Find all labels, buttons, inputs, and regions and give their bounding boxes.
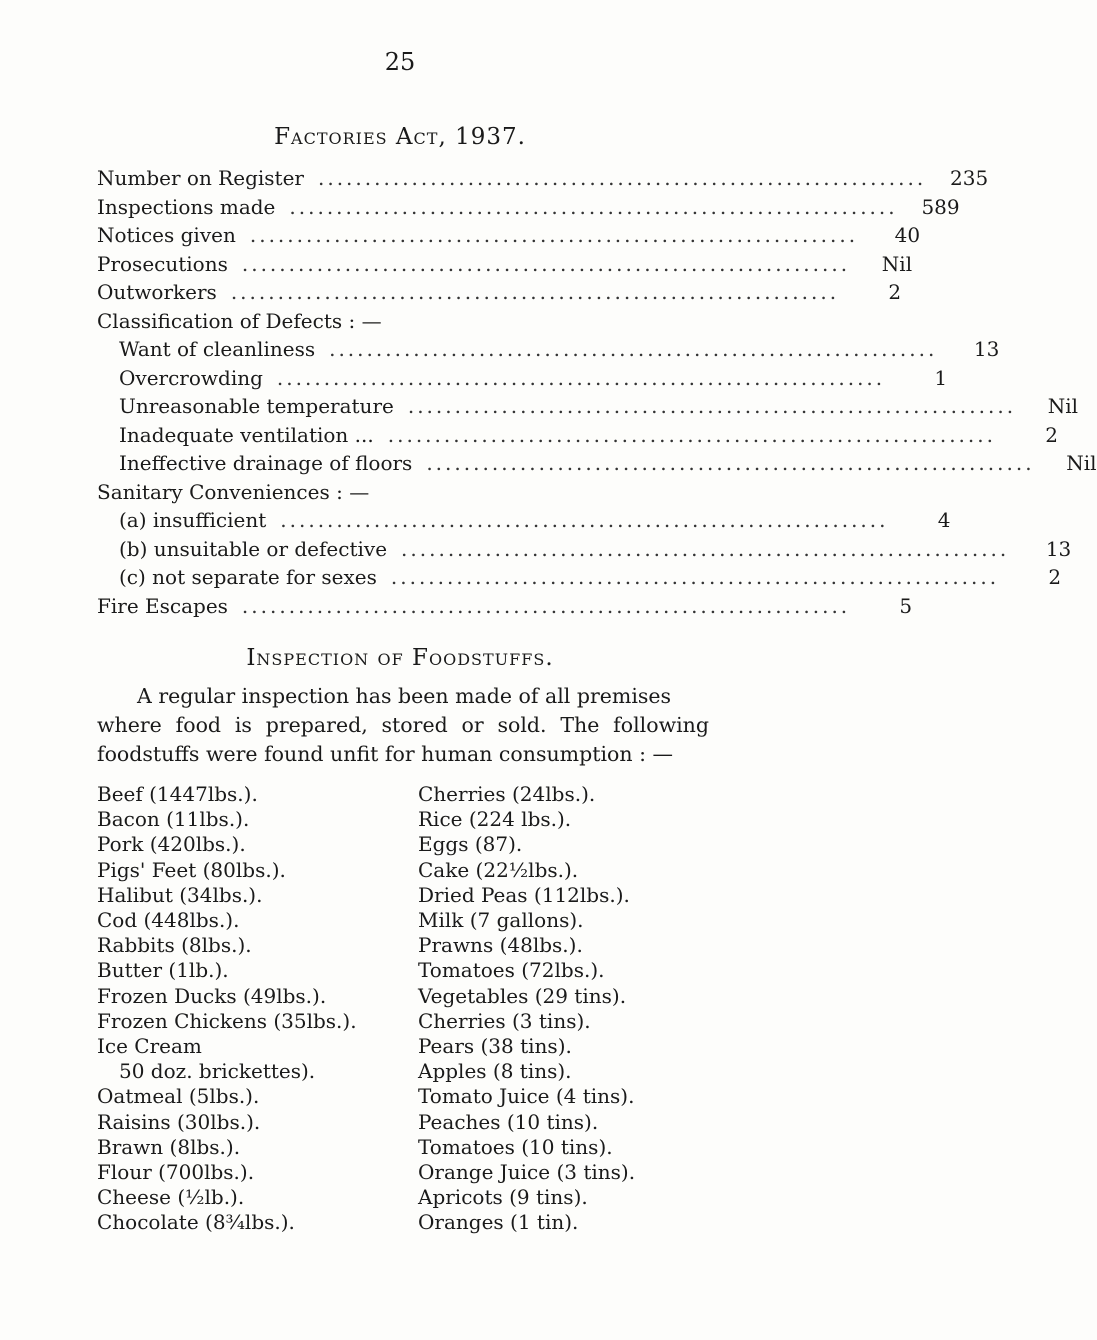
food-item: Eggs (87). [418,832,523,857]
food-item: Tomato Juice (4 tins). [418,1084,635,1109]
food-item: Frozen Chickens (35lbs.). [97,1008,357,1033]
food-item: Rabbits (8lbs.). [97,933,252,958]
food-item: Flour (700lbs.). [97,1160,255,1185]
stat-value: Nil [1047,394,1079,418]
foodstuffs-intro-paragraph [97,682,709,769]
stat-row-unreasonable-temperature: Unreasonable temperature ................................................................. Nil [97,392,707,421]
stat-row-inadequate-ventilation: Inadequate ventilation ... ................................................................. 2 [97,421,707,450]
food-item: Tomatoes (72lbs.). [418,958,605,983]
food-item: Halibut (34lbs.). [97,882,263,907]
foodstuffs-left-column [97,782,387,1236]
factories-act-title: Factories Act, 1937. [274,124,526,150]
stat-value: 5 [899,593,913,618]
page-number: 25 [384,48,416,76]
stat-row-number-on-register: Number on Register ................................................................. 235 [97,164,707,193]
stat-label: Sanitary Conveniences : — [97,479,370,504]
stat-row-insufficient: (a) insufficient ................................................................. 4 [97,506,707,535]
stat-value: 4 [937,508,951,532]
food-item: Tomatoes (10 tins). [418,1134,613,1159]
food-item: Ice Cream [97,1034,202,1059]
food-item: Butter (1lb.). [97,958,229,983]
food-item: Pigs' Feet (80lbs.). [97,857,286,882]
food-item: Dried Peas (112lbs.). [418,882,630,907]
stat-label: (c) not separate for sexes [119,565,377,589]
food-item: Apples (8 tins). [418,1059,572,1084]
food-item: Orange Juice (3 tins). [418,1160,636,1185]
stat-value: 13 [973,337,1000,361]
stat-label: Inspections made [97,194,276,219]
food-item: Chocolate (8¾lbs.). [97,1210,295,1235]
stat-label: Prosecutions [97,251,228,276]
food-item: Vegetables (29 tins). [418,983,627,1008]
stat-label: Inadequate ventilation ... [119,422,374,447]
stat-row-notices-given: Notices given ................................................................. 40 [97,221,707,250]
food-item: Raisins (30lbs.). [97,1109,261,1134]
food-item: Rice (224 lbs.). [418,807,572,832]
stat-label: (a) insufficient [119,508,267,532]
stat-label: Overcrowding [119,365,263,390]
stat-label: Ineffective drainage of floors [119,451,413,475]
classification-of-defects-heading [97,307,707,336]
stat-label: Want of cleanliness [119,337,316,361]
stat-row-fire-escapes: Fire Escapes ................................................................. 5 [97,592,707,621]
stat-value: 235 [950,166,989,190]
stat-value: 13 [1045,536,1072,561]
food-item: Cherries (24lbs.). [418,782,596,806]
stat-row-want-of-cleanliness: Want of cleanliness ................................................................. 13 [97,335,707,364]
stat-label: Fire Escapes [97,593,228,618]
stat-label: Classification of Defects : — [97,308,382,333]
food-item: Milk (7 gallons). [418,908,584,933]
stat-row-overcrowding: Overcrowding ................................................................. 1 [97,364,707,393]
paragraph-continuation: where food is prepared, stored or sold. The following foodstuffs were found unfit for human consumption : — [97,713,709,766]
food-item: Oatmeal (5lbs.). [97,1084,260,1109]
stat-label: Notices given [97,223,236,247]
stat-row-unsuitable-or-defective: (b) unsuitable or defective ................................................................. 13 [97,535,707,564]
stat-value: 40 [894,223,921,247]
food-item: Cod (448lbs.). [97,908,240,933]
food-item: 50 doz. brickettes). [119,1059,316,1084]
food-item: Brawn (8lbs.). [97,1134,241,1159]
stat-value: Nil [881,251,913,276]
food-item: Cherries (3 tins). [418,1008,591,1033]
stat-value: 1 [934,365,948,390]
stat-value: 589 [921,194,960,219]
food-item: Frozen Ducks (49lbs.). [97,983,327,1008]
stat-value: 2 [1045,422,1058,447]
stat-value: 2 [888,280,902,304]
stat-label: Number on Register [97,166,304,190]
food-item: Peaches (10 tins). [418,1109,599,1134]
stat-row-outworkers: Outworkers ................................................................. 2 [97,278,707,307]
foodstuffs-right-column [418,782,718,1236]
food-item: Pork (420lbs.). [97,832,246,857]
food-item: Pears (38 tins). [418,1034,572,1059]
paragraph-first-line: A regular inspection has been made of all premises [137,684,672,708]
stat-row-not-separate-for-sexes: (c) not separate for sexes ................................................................. 2 [97,563,707,592]
stat-label: Outworkers [97,280,217,304]
stat-label: Unreasonable temperature [119,394,394,418]
food-item: Bacon (11lbs.). [97,807,250,832]
food-item: Prawns (48lbs.). [418,933,583,958]
stat-row-ineffective-drainage: Ineffective drainage of floors ................................................................. Nil [97,449,707,478]
stat-row-prosecutions: Prosecutions ................................................................. Nil [97,250,707,279]
stat-row-inspections-made: Inspections made ................................................................. 589 [97,193,707,222]
stat-value: Nil [1066,451,1097,475]
food-item: Beef (1447lbs.). [97,782,258,806]
stat-value: 2 [1048,565,1062,589]
foodstuffs-inspection-title: Inspection of Foodstuffs. [246,645,554,671]
sanitary-conveniences-heading [97,478,707,507]
food-item: Oranges (1 tin). [418,1210,579,1235]
food-item: Apricots (9 tins). [418,1185,588,1210]
stat-label: (b) unsuitable or defective [119,536,388,561]
food-item: Cake (22½lbs.). [418,857,579,882]
factories-statistics-list [97,164,1097,620]
food-item: Cheese (½lb.). [97,1185,245,1210]
